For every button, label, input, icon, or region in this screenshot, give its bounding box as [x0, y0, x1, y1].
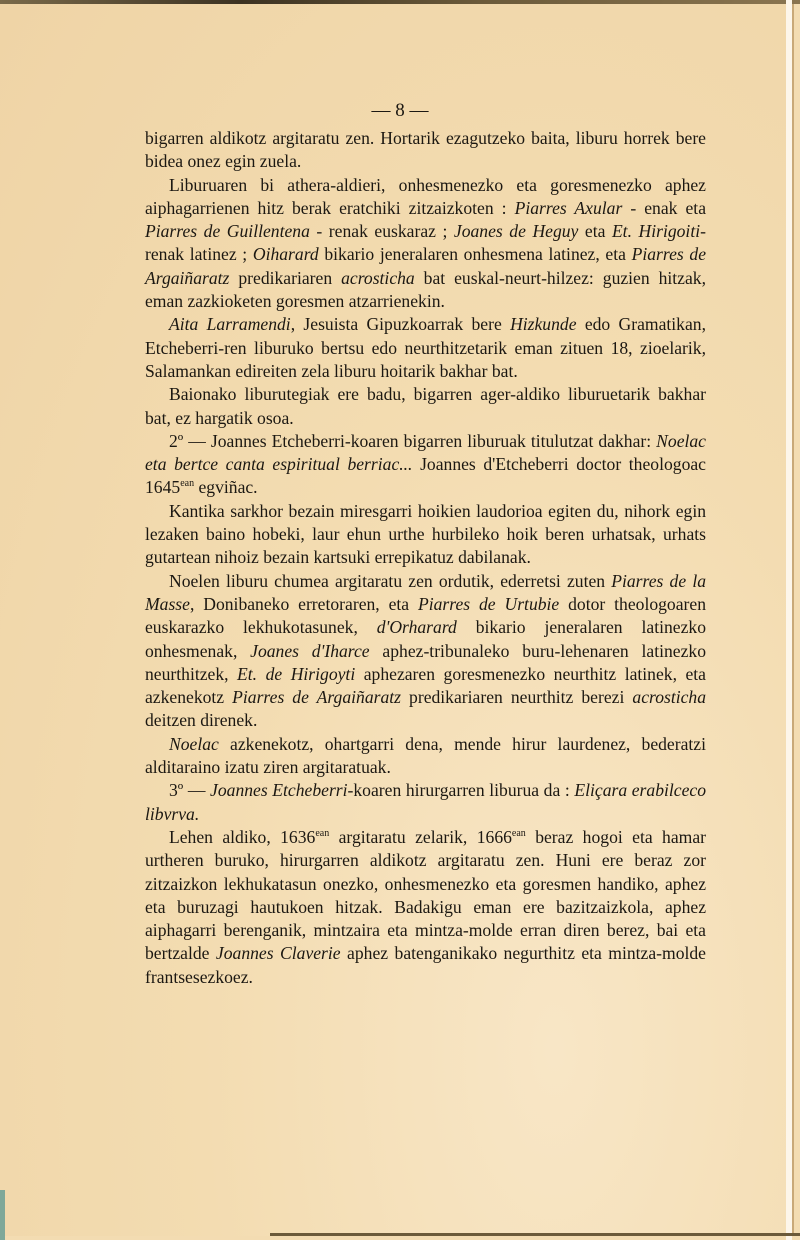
text-run: predikariaren: [229, 267, 342, 288]
text-run: Baionako liburutegiak ere badu, bigarren ager-aldiko liburuetarik bakhar bat, ez hargatik osoa.: [145, 384, 706, 428]
text-run: Liburuaren bi athera-aldieri, onhesmenezko eta goresmenezko aphez aiphagarrienen hitz berak eratchiki zitzaizkoten :: [145, 174, 706, 218]
text-run: egviñac.: [194, 477, 258, 498]
text-run: Kantika sarkhor bezain miresgarri hoikien laudorioa egiten du, nihork egin lezaken baino hobeki, laur ehun urthe hurbileko hoik beren urhatsak, urhats gutartean nihoiz bezain kartsuki errepikatuz dabilanak.: [145, 500, 706, 568]
text-run: aphezaren goresmenezko neurthitz latinek, eta azkenekotz: [145, 663, 706, 708]
paragraph: [145, 733, 706, 780]
paragraph: [145, 430, 706, 500]
text-run: - enak eta: [622, 197, 706, 218]
text-run: -koaren hirurgarren liburua da :: [347, 780, 575, 801]
paragraph: [145, 174, 706, 314]
italic-run: Joanes d'Iharce: [250, 640, 370, 661]
text-run: dotor theologoaren euskarazko lekhukotasunek,: [145, 593, 706, 638]
italic-run: Piarres de Argaiñaratz: [232, 687, 402, 708]
italic-run: Joannes Claverie: [215, 943, 341, 964]
text-run: beraz hogoi eta hamar urtheren buruko, hirurgarren aldikotz argitaratu zen. Huni ere beraz zor zitzaizkon lekhukatasun onezko, onhesmenezko eta goresmen handiko, aphez eta buruzagi hautukoen hitzak. Badakigu eman ere bazitzaizkola, aphez aiphagarri berenganik, mintzaira eta mintza-molde erran diren berez, bai eta bertzalde: [145, 826, 707, 964]
italic-run: Piarres de la Masse: [145, 570, 707, 614]
superscript-run: ean: [511, 827, 526, 839]
italic-run: Joanes de Heguy: [453, 221, 579, 242]
text-run: , Jesuista Gipuzkoarrak bere: [290, 314, 511, 335]
italic-run: d'Orharard: [376, 617, 457, 638]
italic-run: Piarres de Urtubie: [417, 593, 560, 614]
text-run: deitzen direnek.: [145, 710, 258, 731]
body-text: [145, 127, 706, 989]
paragraph: [145, 779, 706, 826]
page-right-edge: [786, 0, 792, 1240]
text-run: bat euskal-neurt-hilzez: guzien hitzak, eman zazkioketen goresmen atzarrienekin.: [145, 267, 706, 312]
text-run: bikario jeneralaren onhesmena latinez, eta: [318, 244, 632, 265]
italic-run: Joannes Etcheberri: [210, 780, 348, 801]
text-run: Noelen liburu chumea argitaratu zen ordutik, ederretsi zuten: [169, 570, 612, 591]
italic-run: acrosticha: [632, 687, 707, 708]
italic-run: Eliçara erabilceco libvrva.: [145, 780, 706, 824]
text-run: azkenekotz, ohartgarri dena, mende hirur laurdenez, bederatzi alditaraino izatu ziren argitaratuak.: [145, 733, 706, 778]
text-run: predikariaren neurthitz berezi: [401, 687, 633, 708]
page-number: — 8 —: [371, 100, 429, 121]
binding-edge: [0, 1190, 5, 1240]
text-run: bigarren aldikotz argitaratu zen. Hortarik ezagutzeko baita, liburu horrek bere bidea onez egin zuela.: [145, 128, 706, 172]
text-run: eta: [578, 221, 612, 242]
text-run: -renak latinez ;: [145, 221, 706, 265]
paragraph: [145, 127, 706, 174]
italic-run: Et. de Hirigoyti: [237, 663, 356, 684]
italic-run: acrosticha: [341, 267, 415, 288]
text-run: - renak euskaraz ;: [309, 221, 454, 242]
italic-run: Piarres de Guillentena: [145, 221, 310, 242]
paragraph: [145, 570, 706, 733]
page-bottom-edge: [270, 1233, 800, 1236]
italic-run: Piarres Axular: [514, 197, 623, 218]
italic-run: Piarres de Argaiñaratz: [145, 244, 707, 288]
text-run: Lehen aldiko, 1636: [169, 826, 316, 847]
page-top-edge: [0, 0, 800, 4]
paragraph: [145, 826, 706, 989]
text-run: edo Gramatikan, Etcheberri-ren liburuko bertsu edo neurthitzetarik eman zituen 18, zioelarik, Salamankan edireiten zela liburu hoitarik bakhar bat.: [145, 314, 706, 381]
italic-run: Noelac: [169, 733, 219, 754]
text-run: , Donibaneko erretoraren, eta: [189, 593, 418, 614]
text-run: Joannes d'Etcheberri doctor theologoac 1645: [145, 454, 706, 498]
text-run: aphez-tribunaleko buru-lehenaren latinezko neurthitzek,: [145, 640, 706, 684]
text-run: bikario jeneralaren latinezko onhesmenak,: [145, 617, 706, 661]
text-run: aphez batenganikako negurthitz eta mintza-molde frantsesezkoez.: [145, 943, 706, 987]
italic-run: Et. Hirigoiti: [611, 221, 701, 242]
italic-run: Noelac eta bertce canta espiritual berriac...: [145, 430, 706, 475]
superscript-run: ean: [180, 478, 195, 490]
italic-run: Hizkunde: [510, 314, 577, 335]
italic-run: Oiharard: [252, 244, 319, 265]
superscript-run: ean: [315, 827, 330, 839]
italic-run: Aita Larramendi: [169, 314, 291, 335]
paragraph: [145, 313, 706, 383]
text-run: argitaratu zelarik, 1666: [329, 826, 512, 847]
paragraph: [145, 383, 706, 430]
paragraph: [145, 500, 706, 570]
text-run: 3º —: [169, 780, 211, 801]
text-run: 2º — Joannes Etcheberri-koaren bigarren liburuak titulutzat dakhar:: [169, 430, 657, 451]
